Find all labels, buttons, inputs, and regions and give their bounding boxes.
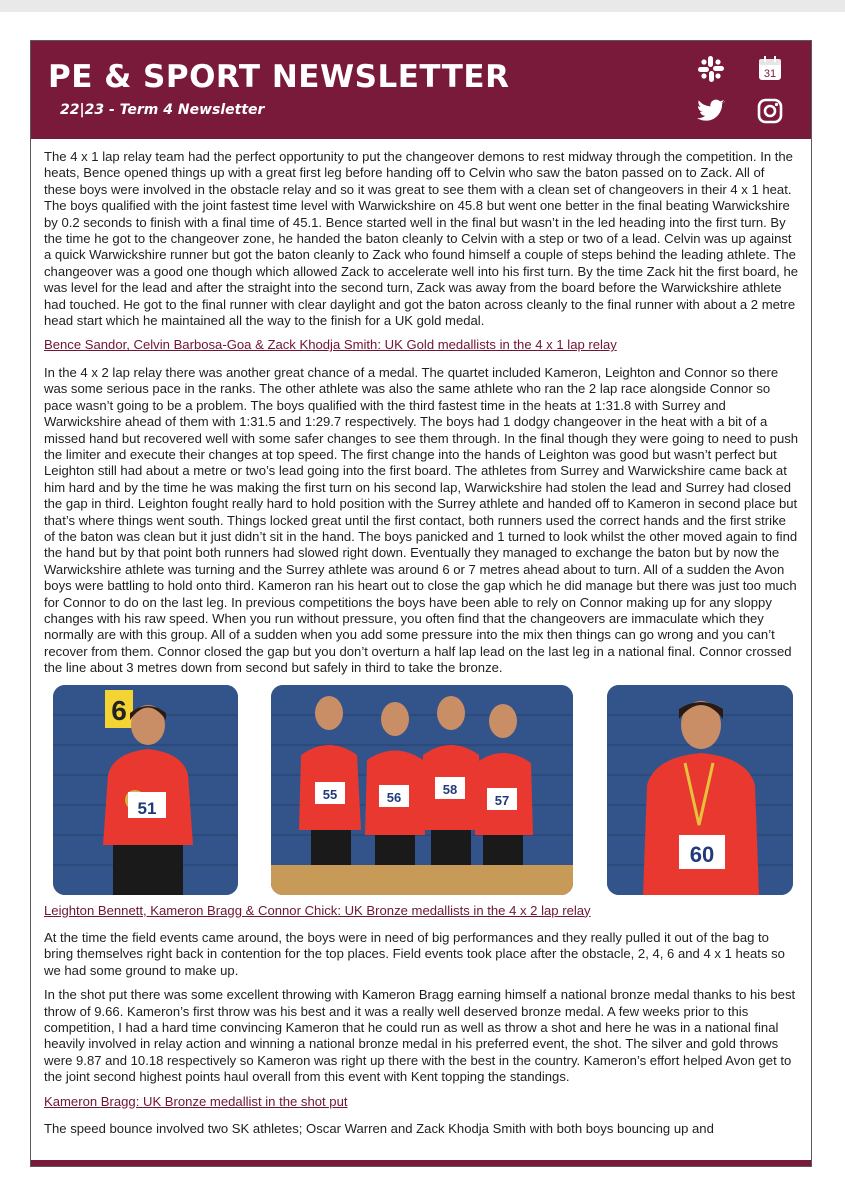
photo-medallist-60	[607, 685, 793, 895]
twitter-icon[interactable]	[695, 95, 727, 127]
calendar-icon[interactable]	[754, 53, 786, 85]
speed-bounce-paragraph: The speed bounce involved two SK athletes; Oscar Warren and Zack Khodja Smith with both boys bouncing up and	[44, 1121, 714, 1137]
bib-number: 55	[322, 786, 338, 802]
newsletter-sheet	[30, 40, 812, 1167]
footer-bar	[31, 1160, 811, 1166]
lane-number: 6	[111, 694, 127, 726]
photo-relay-team	[271, 685, 573, 895]
bib-number: 57	[494, 792, 510, 808]
bib-number: 60	[689, 841, 715, 867]
calendar-day: 31	[763, 68, 777, 80]
bib-number: 58	[442, 781, 458, 797]
newsletter-header	[31, 41, 811, 139]
photo-medallist-51	[53, 685, 238, 895]
newsletter-subtitle: 22|23 - Term 4 Newsletter	[60, 102, 265, 118]
newsletter-title: PE & SPORT NEWSLETTER	[48, 59, 510, 95]
article-content	[44, 149, 800, 1145]
gold-caption-link[interactable]: Bence Sandor, Celvin Barbosa-Goa & Zack Khodja Smith: UK Gold medallists in the 4 x 1 lap relay	[44, 337, 617, 353]
top-bar	[0, 0, 845, 12]
bronze-relay-caption-link[interactable]: Leighton Bennett, Kameron Bragg & Connor Chick: UK Bronze medallists in the 4 x 2 lap relay	[44, 902, 591, 918]
bib-number: 51	[137, 798, 157, 818]
bib-number: 56	[386, 789, 402, 805]
relay-4x1-paragraph: The 4 x 1 lap relay team had the perfect opportunity to put the changeover demons to rest midway through the competition. In the heats, Bence opened things up with a great first leg before handing off to Celvin who saw the baton passed on to Zack. All of these boys were involved in the obstacle relay and so it was great to see them with a clean set of changeovers in their 4 x 1 heat. The boys qualified with the joint fastest time level with Warwickshire on 45.8 but went one better in the final beating Warwickshire by 0.2 seconds to finish with a final time of 45.1. Bence started well in the final but wasn’t in the led heading into the first turn. By the time he got to the changeover zone, he handed the baton cleanly to Celvin with a step or two of a lead. Celvin was up against a quick Warwickshire runner but got the baton cleanly to Zack who found himself a couple of steps behind the leading athlete. The changeover was a good one though which allowed Zack to accelerate well into his first turn. By the time Zack hit the first board, he was level for the lead and after the straight into the second turn, Zack was away from the board before the Warwickshire athlete had touched. He got to the final runner with clear daylight and got the baton across cleanly to the final runner with about a 2 metre head start which he maintained all the way to the finish for a UK gold medal.	[44, 149, 799, 329]
photo-row	[44, 685, 800, 895]
instagram-icon[interactable]	[754, 95, 786, 127]
field-events-paragraph: At the time the field events came around, the boys were in need of big performances and they really pulled it out of the bag to bring themselves right back in contention for the top places. Field events took place after the obstacle, 2, 4, 6 and 4 x 1 heats so we had some ground to make up.	[44, 930, 785, 978]
shot-put-caption-link[interactable]: Kameron Bragg: UK Bronze medallist in the shot put	[44, 1093, 348, 1109]
shot-put-paragraph: In the shot put there was some excellent throwing with Kameron Bragg earning himself a national bronze medal thanks to his best throw of 9.66. Kameron’s first throw was his best and it was a really well deserved bronze medal. A few weeks prior to this competition, I had a hard time convincing Kameron that he could run as well as throw a shot and here he was in a national final heavily involved in relay action and winning a national bronze medal in his preferred event, the shot. The silver and gold throws were 9.87 and 10.18 respectively so Kameron was right up there with the best in the country. Kameron’s effort helped Avon get to the joint second highest points haul overall from this event with Kent topping the standings.	[44, 987, 796, 1085]
slack-icon[interactable]	[695, 53, 727, 85]
relay-4x2-paragraph: In the 4 x 2 lap relay there was another great chance of a medal. The quartet included Kameron, Leighton and Connor so there was some serious pace in the ranks. The other athlete was also the same athlete who ran the 2 lap race alongside Connor so pace wasn’t going to be a problem. The boys qualified with the third fastest time in the heats at 1:31.8 with Surrey and Warwickshire ahead of them with 1:31.5 and 1:29.7 respectively. The boys had 1 dodgy changeover in the heat with a bit of a missed hand but recovered well with some safer changes to see them through. In the final though they were going to need to push the limiter and execute their changes at top speed. The first change into the hands of Leighton was good but wasn’t perfect but Leighton still had about a metre or two’s lead going into the first board. The athletes from Surrey and Warwickshire came back at him hard and by the time he was making the first turn on his second lap, Warwickshire had stolen the lead and Surrey had closed the gap in third. Leighton fought really hard to hold position with the Surrey athlete and handed off to Kameron in second place but that’s where things went south. Things locked great until the first contact, both runners used the correct hands and the first strike of the baton was clean but it just didn’t sit in the hand. The boys panicked and 1 turned to look whilst the other moved again to find the hand but by that point both runners had slowed right down. Eventually they managed to exchange the baton but by now the Warwickshire athlete was turning and the Surrey athlete was around 6 or 7 metres ahead about to turn. All of a sudden the Avon boys were battling to hold onto third. Kameron ran his heart out to close the gap which he did manage but there was just too much for Connor to do on the last leg. In previous competitions the boys have been able to rely on Connor making up for any sloppy changes with his raw speed. When you run without pressure, you often find that the changeovers are immaculate which they normally are with this group. All of a sudden when you add some pressure into the mix then things can go wrong and you can’t recover from them. Connor closed the gap but you don’t overturn a half lap lead on the last leg in a national final. Connor crossed the line about 3 metres down from second but safely in third to take the bronze.	[44, 364, 799, 676]
